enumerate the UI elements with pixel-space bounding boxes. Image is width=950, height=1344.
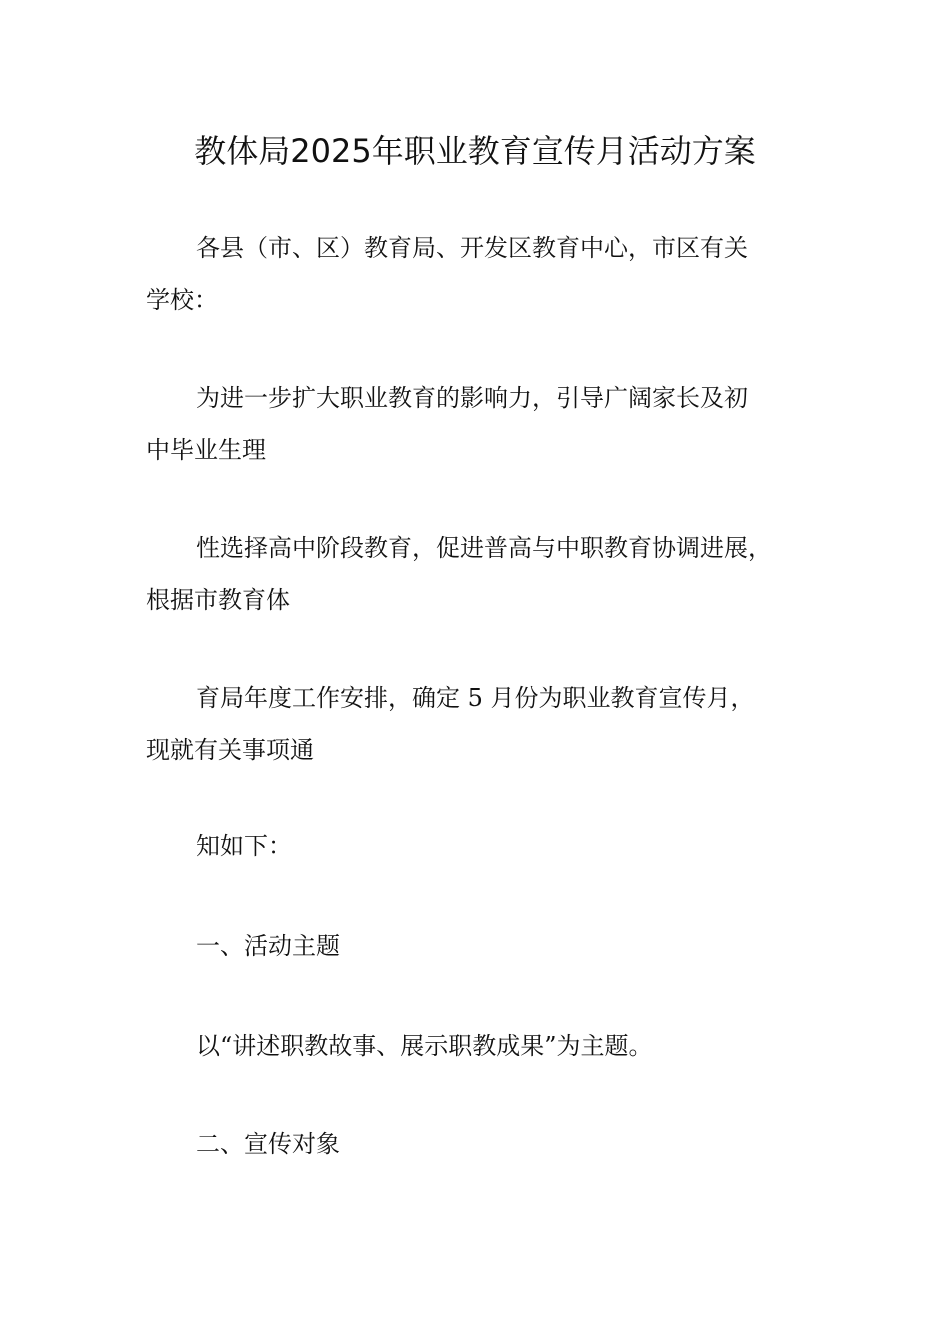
document-title: 教体局2025年职业教育宣传月活动方案: [194, 132, 756, 170]
section-heading-audience: [146, 1118, 826, 1170]
paragraph-line: 现就有关事项通: [146, 736, 314, 764]
paragraph-line: 以“讲述职教故事、展示职教成果”为主题。: [196, 1032, 653, 1060]
paragraph-notice: [146, 820, 826, 872]
paragraph-purpose-3: [146, 672, 826, 776]
paragraph-line: 二、宣传对象: [196, 1130, 340, 1158]
paragraph-line: 学校：: [146, 286, 218, 314]
paragraph-line: 性选择高中阶段教育，促进普高与中职教育协调进展，: [196, 534, 772, 562]
paragraph-addressee: [146, 222, 826, 326]
section-heading-theme: [146, 920, 826, 972]
paragraph-theme: [146, 1020, 826, 1072]
paragraph-purpose-1: [146, 372, 826, 476]
paragraph-purpose-2: [146, 522, 826, 626]
paragraph-line: 一、活动主题: [196, 932, 340, 960]
paragraph-line: 根据市教育体: [146, 586, 290, 614]
paragraph-line: 中毕业生理: [146, 436, 266, 464]
paragraph-line: 育局年度工作安排，确定 5 月份为职业教育宣传月，: [196, 684, 755, 712]
paragraph-line: 为进一步扩大职业教育的影响力，引导广阔家长及初: [196, 384, 748, 412]
paragraph-line: 知如下：: [196, 832, 292, 860]
paragraph-line: 各县（市、区）教育局、开发区教育中心，市区有关: [196, 234, 748, 262]
